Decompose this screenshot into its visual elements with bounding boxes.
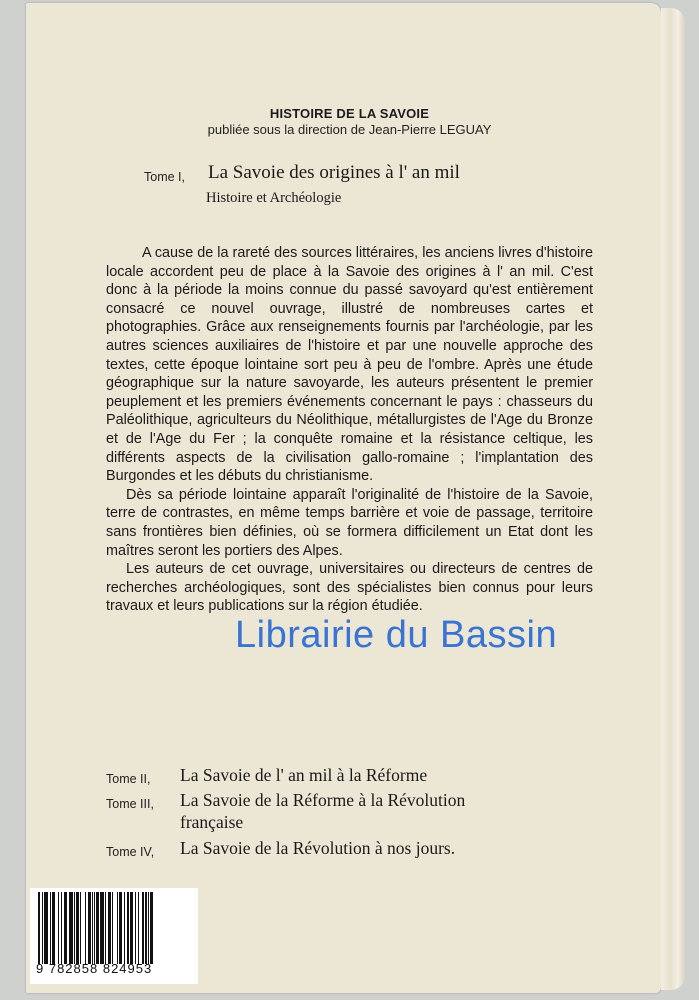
current-volume-subtitle: Histoire et Archéologie [206,190,342,206]
other-volume-number: Tome IV, [106,845,155,859]
barcode [30,888,198,984]
other-volume [106,770,150,788]
blurb-paragraph: Dès sa période lointaine apparaît l'originalité de l'histoire de la Savoie, terre de contrastes, en même temps barrière et voie de passage, territoire sans frontières bien définies, où se formera difficilement un Etat dont les maîtres seront les portiers des Alpes. [106,486,593,559]
other-volume-title-continued: française [180,812,244,832]
current-volume-title: La Savoie des origines à l' an mil [208,162,460,183]
current-volume-number: Tome I, [144,170,185,184]
watermark: Librairie du Bassin [235,614,558,656]
other-volume-number: Tome III, [106,797,154,811]
other-volume-title: La Savoie de la Réforme à la Révolution [180,790,466,810]
book-page-edge [661,8,685,990]
blurb-paragraph: Les auteurs de cet ouvrage, universitaires ou directeurs de centres de recherches archéologiques, sont des spécialistes bien connus pour leurs travaux et leurs publications sur la région étudiée. [106,561,593,615]
current-volume [144,168,185,186]
other-volume-title: La Savoie de l' an mil à la Réforme [180,765,428,785]
blurb-paragraph: A cause de la rareté des sources littéraires, les anciens livres d'histoire locale accordent peu de place à la Savoie des origines à l' an mil. C'est donc à la période la moins connue du passé savoyard qu'est entièrement consacré ce nouvel ouvrage, illustré de nombreuses cartes et photographies. Grâce aux renseignements fournis par l'archéologie, par les autres sciences auxiliaires de l'histoire et par une nouvelle approche des textes, cette époque lointaine sort peu à peu de l'ombre. Après une étude géographique sur la nature savoyarde, les auteurs présentent le premier peuplement et les premiers événements concernant le pays : chasseurs du Paléolithique, agriculteurs du Néolithique, métallurgistes de l'Age du Bronze et de l'Age du Fer ; la conquête romaine et la résistance celtique, les différents aspects de la civilisation gallo-romaine ; l'implantation des Burgondes et les débuts du christianisme. [106,245,593,485]
other-volume-number: Tome II, [106,772,151,786]
isbn-number: 9 782858 824953 [36,961,153,976]
barcode-bar [150,892,152,964]
blurb-text [106,244,593,616]
other-volume [106,795,154,813]
series-title: HISTOIRE DE LA SAVOIE [269,106,430,121]
other-volume-title: La Savoie de la Révolution à nos jours. [180,838,456,858]
barcode-bars [38,892,193,964]
series-subtitle: publiée sous la direction de Jean-Pierre LEGUAY [207,122,492,137]
other-volume [106,843,154,861]
